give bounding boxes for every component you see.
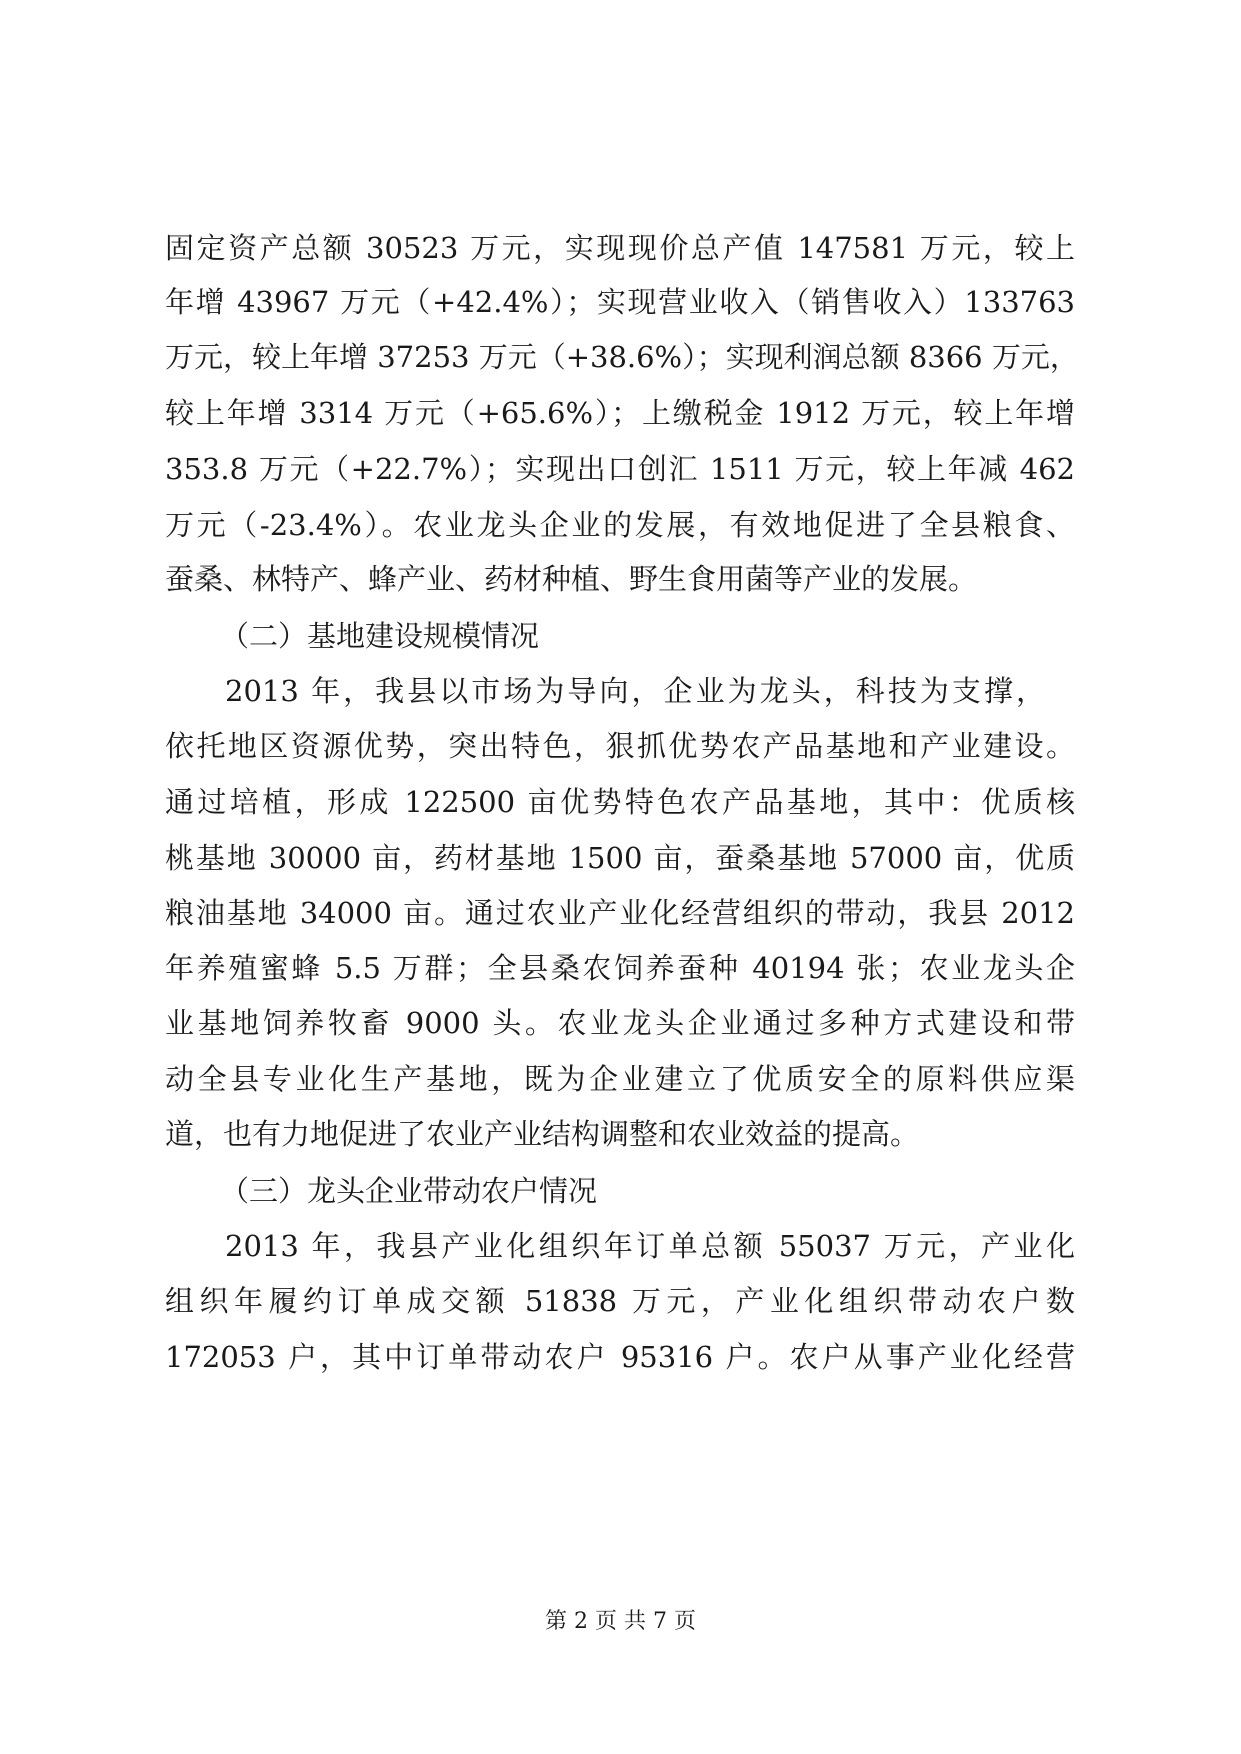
text-line: 粮油基地 34000 亩。通过农业产业化经营组织的带动，我县 2012: [165, 896, 1075, 930]
text-line: 通过培植，形成 122500 亩优势特色农产品基地，其中：优质核: [165, 785, 1075, 819]
text-line: 桃基地 30000 亩，药材基地 1500 亩，蚕桑基地 57000 亩，优质: [165, 841, 1075, 875]
text-line: 固定资产总额 30523 万元，实现现价总产值 147581 万元，较上: [165, 231, 1075, 265]
paragraph-last-line: 道，也有力地促进了农业产业结构调整和农业效益的提高。: [165, 1117, 920, 1151]
text-line: 依托地区资源优势，突出特色，狠抓优势农产品基地和产业建设。: [165, 729, 1075, 763]
text-line: 较上年增 3314 万元（+65.6%）；上缴税金 1912 万元，较上年增: [165, 396, 1075, 430]
text-line: 动全县专业化生产基地，既为企业建立了优质安全的原料供应渠: [165, 1062, 1075, 1096]
text-line: 万元（-23.4%）。农业龙头企业的发展，有效地促进了全县粮食、: [165, 508, 1075, 542]
paragraph-first-line: 2013 年，我县以市场为导向，企业为龙头，科技为支撑，: [225, 674, 1045, 708]
paragraph-first-line: 2013 年，我县产业化组织年订单总额 55037 万元，产业化: [225, 1229, 1075, 1263]
page-number-footer: 第 2 页 共 7 页: [545, 1609, 696, 1634]
text-line: 年养殖蜜蜂 5.5 万群；全县桑农饲养蚕种 40194 张；农业龙头企: [165, 951, 1075, 985]
paragraph-last-line: 蚕桑、林特产、蜂产业、药材种植、野生食用菌等产业的发展。: [165, 562, 978, 596]
text-line: 年增 43967 万元（+42.4%）；实现营业收入（销售收入）133763: [165, 285, 1075, 319]
text-line: 万元，较上年增 37253 万元（+38.6%）；实现利润总额 8366 万元，: [165, 340, 1079, 374]
text-line: 353.8 万元（+22.7%）；实现出口创汇 1511 万元，较上年减 462: [165, 452, 1075, 486]
section-heading: （二）基地建设规模情况: [220, 619, 540, 653]
text-line: 业基地饲养牧畜 9000 头。农业龙头企业通过多种方式建设和带: [165, 1006, 1075, 1040]
section-heading: （三）龙头企业带动农户情况: [220, 1174, 598, 1208]
text-line: 172053 户，其中订单带动农户 95316 户。农户从事产业化经营: [165, 1340, 1075, 1374]
text-line: 组织年履约订单成交额 51838 万元，产业化组织带动农户数: [165, 1284, 1075, 1318]
